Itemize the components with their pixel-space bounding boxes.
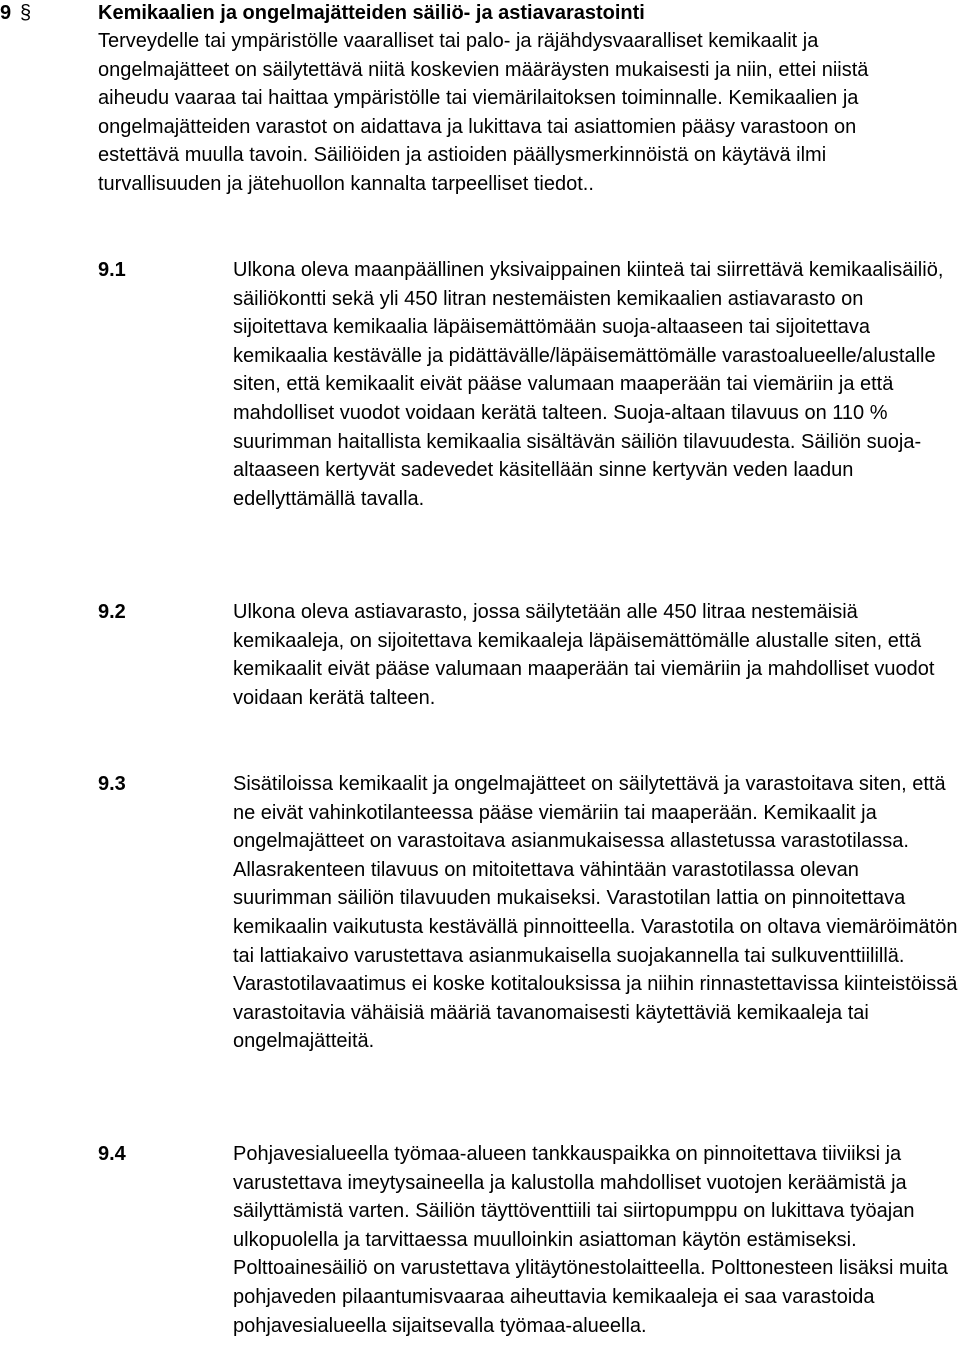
subsection-text: Pohjavesialueella työmaa-alueen tankkauspaikka on pinnoitettava tiiviiksi ja varustettava imeytysaineella ja kalustolla mahdolliset vuotojen keräämistä ja säilyttämistä varten. Säiliön täyttöventtiili tai siirtopumppu on lukittava työajan ulkopuolella ja tarvittaessa muulloinkin asiattoman käytön estämiseksi. Polttoainesäiliö on varustettava ylitäytönestolaitteella. Polttonesteen lisäksi muita pohjaveden pilaantumisvaaraa aiheuttavia kemikaaleja ei saa varastoida pohjavesialueella sijaitsevalla työmaa-alueella.	[233, 1143, 948, 1337]
subsection-number: 9.3	[98, 773, 126, 795]
section-number: 9	[0, 2, 12, 24]
section-sign: §	[20, 2, 32, 24]
subsection-number: 9.4	[98, 1143, 126, 1165]
subsection-text: Ulkona oleva astiavarasto, jossa säilytetään alle 450 litraa nestemäisiä kemikaaleja, on sijoitettava kemikaaleja läpäisemättömälle alustalle siten, että kemikaalit eivät pääse valumaan maaperään tai viemäriin ja mahdolliset vuodot voidaan kerätä talteen.	[233, 601, 935, 709]
subsection-text: Sisätiloissa kemikaalit ja ongelmajätteet on säilytettävä ja varastoitava siten, että ne eivät vahinkotilanteessa pääse viemäriin tai maaperään. Kemikaalit ja ongelmajätteet on varastoitava asianmukaisessa allastetussa varastotilassa. Allasrakenteen tilavuus on mitoitettava vähintään varastotilassa olevan suurimman säiliön tilavuuden mukaiseksi. Varastotilan lattia on pinnoitettava kemikaalin vaikutusta kestävällä pinnoitteella. Varastotila on oltava viemäröimätön tai lattiakaivo varustettava asianmukaisella suojakannella tai sulkuventtiilillä. Varastotilavaatimus ei koske kotitalouksissa ja niihin rinnastettavissa kiinteistöissä varastoitavia vähäisiä määriä tavanomaisesti käytettäviä kemikaaleja tai ongelmajätteitä.	[233, 773, 958, 1053]
section-title: Kemikaalien ja ongelmajätteiden säiliö- ja astiavarastointi	[98, 2, 645, 24]
subsection-number: 9.2	[98, 601, 126, 623]
subsection-text: Ulkona oleva maanpäällinen yksivaippainen kiinteä tai siirrettävä kemikaalisäiliö, säiliökontti sekä yli 450 litran nestemäisten kemikaalien astiavarasto on sijoitettava kemikaalia läpäisemättömään suoja-altaaseen tai sijoitettava kemikaalia kestävälle ja pidättävälle/läpäisemättömälle varastoalueelle/alustalle siten, että kemikaalit eivät pääse valumaan maaperään tai viemäriin ja että mahdolliset vuodot voidaan kerätä talteen. Suoja-altaan tilavuus on 110 % suurimman haitallista kemikaalia sisältävän säiliön tilavuudesta. Säiliön suoja-altaaseen kertyvät sadevedet käsitellään sinne kertyvän veden laadun edellyttämällä tavalla.	[233, 259, 944, 510]
section-intro-paragraph: Terveydelle tai ympäristölle vaaralliset tai palo- ja räjähdysvaaralliset kemikaalit ja ongelmajätteet on säilytettävä niitä koskevien määräysten mukaisesti ja niin, ettei niistä aiheudu vaaraa tai haittaa ympäristölle tai viemärilaitoksen toiminnalle. Kemikaalien ja ongelmajätteiden varastot on aidattava ja lukittava tai asiattomien pääsy varastoon on estettävä muulla tavoin. Säiliöiden ja astioiden päällysmerkinnöistä on käytävä ilmi turvallisuuden ja jätehuollon kannalta tarpeelliset tiedot..	[98, 30, 869, 195]
subsection-number: 9.1	[98, 259, 126, 281]
